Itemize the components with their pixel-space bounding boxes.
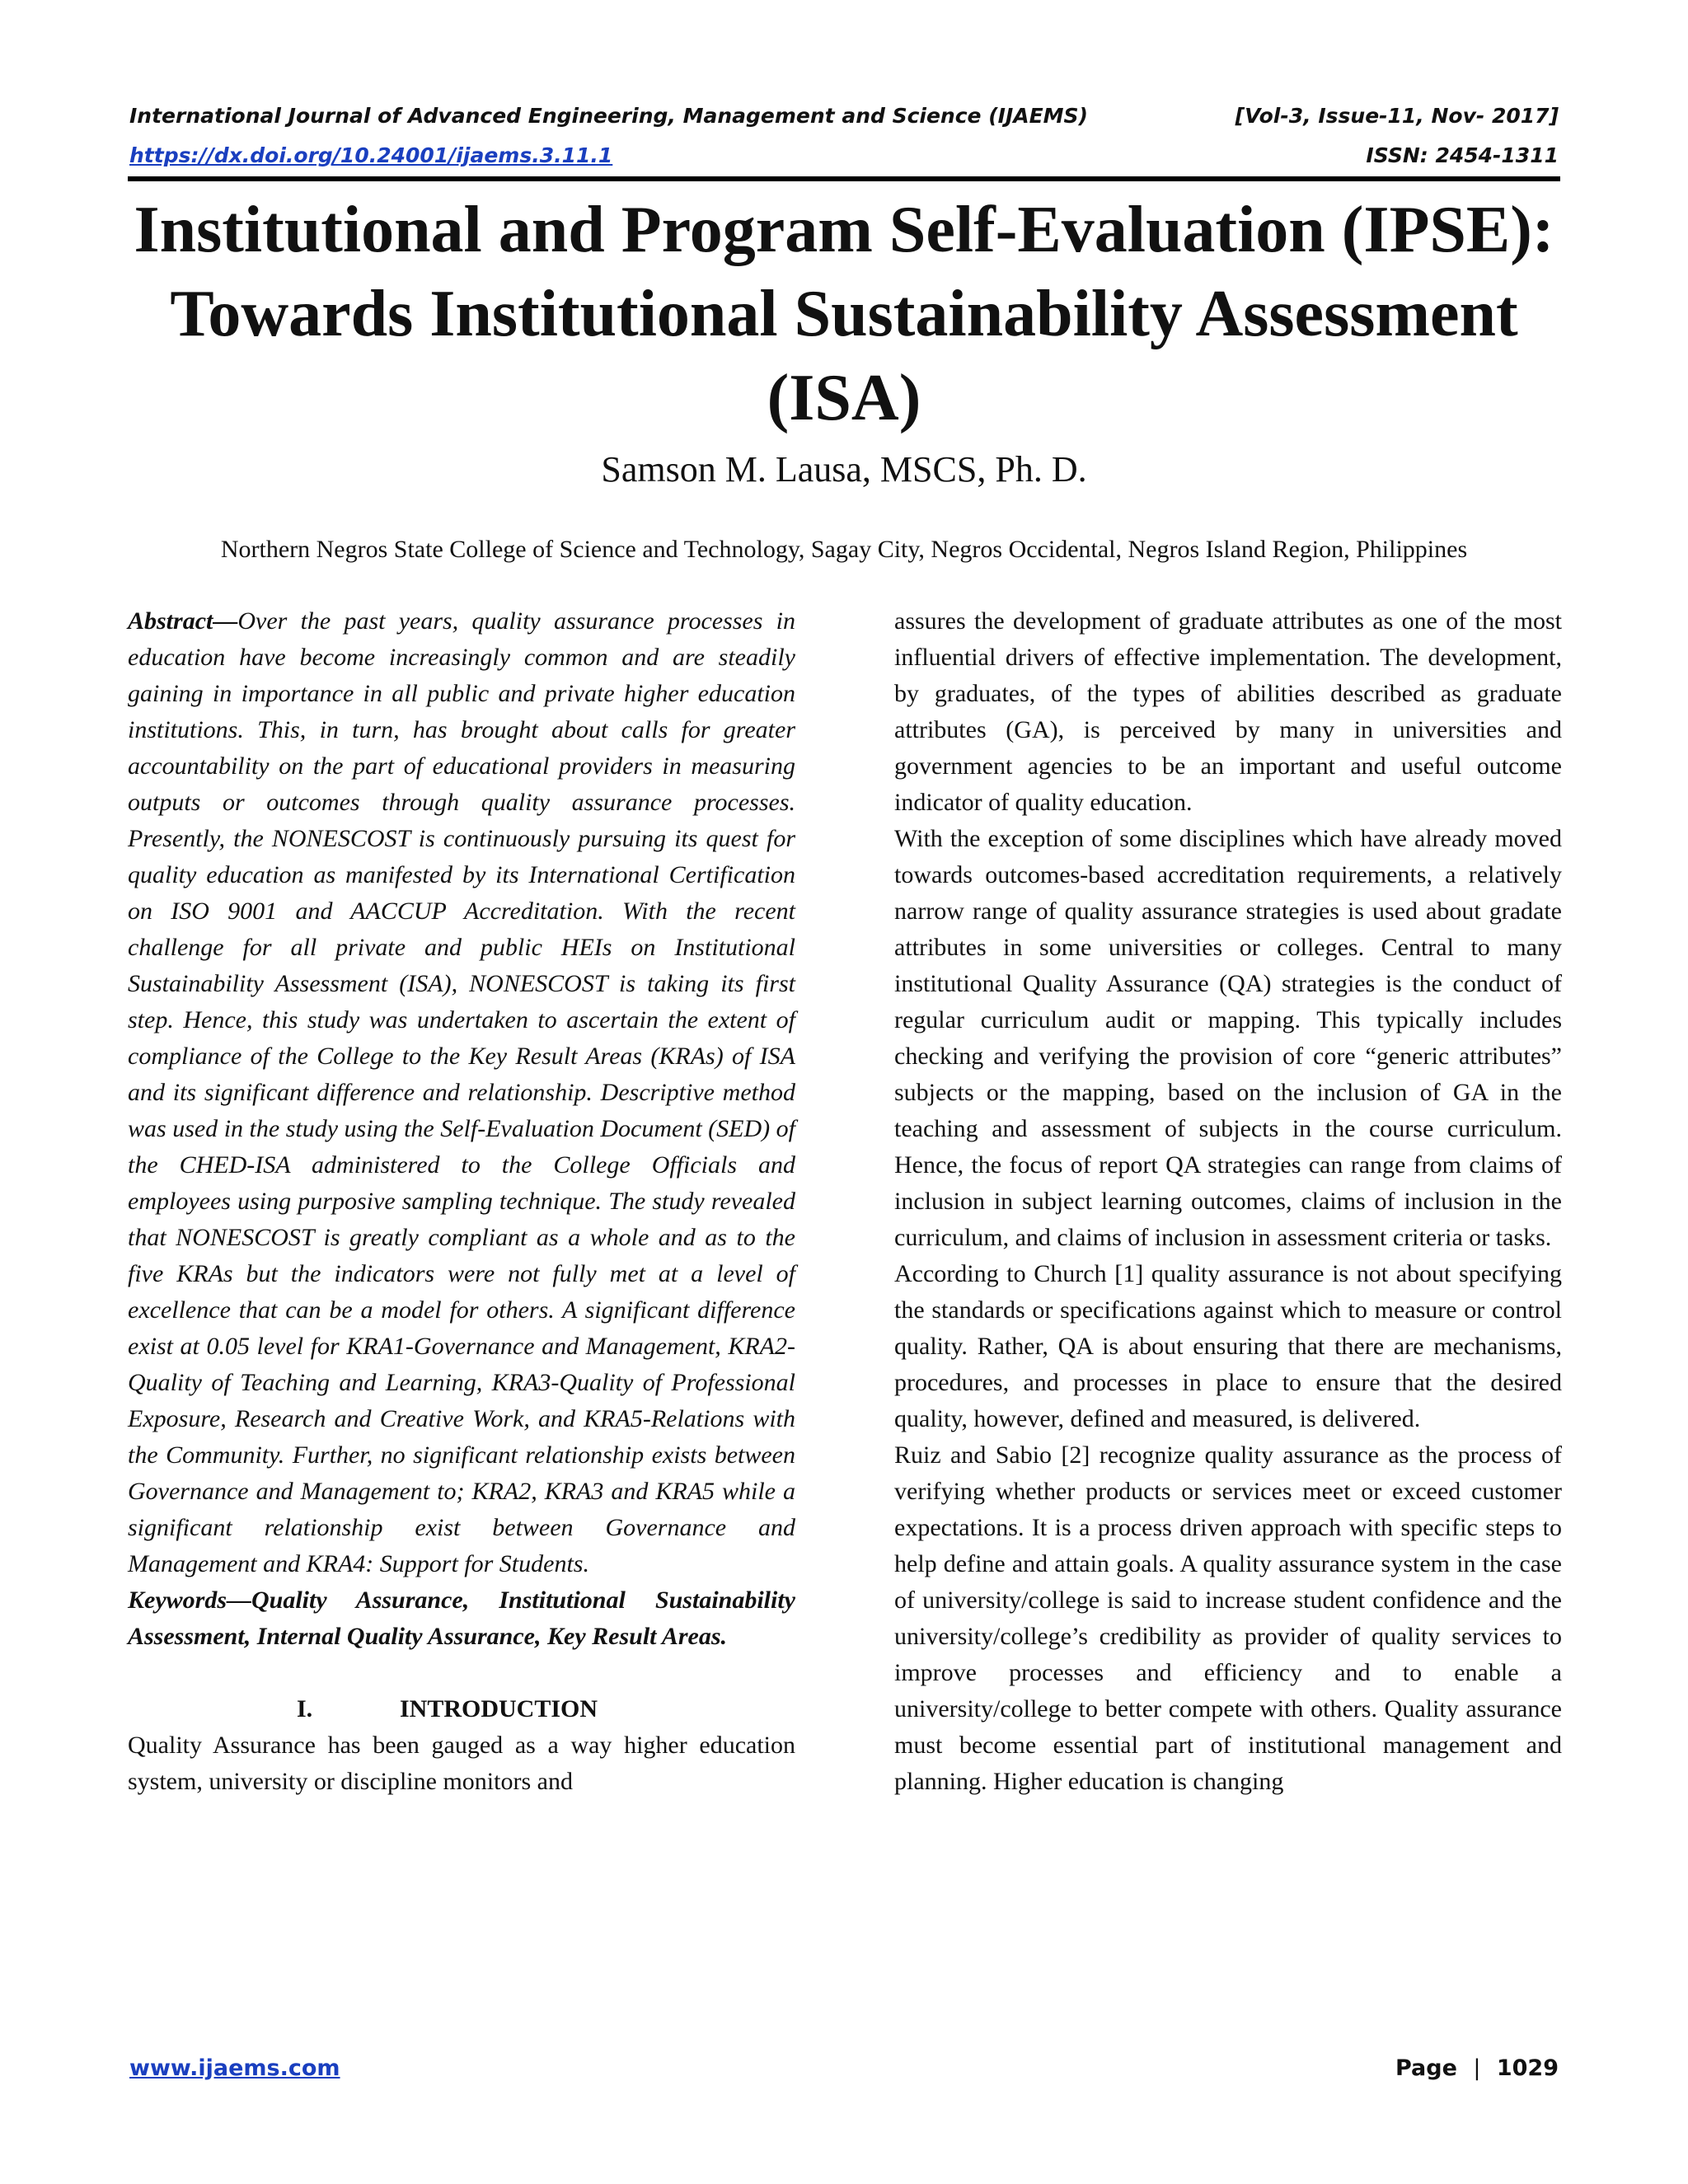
section-number: I. [297,1695,313,1722]
volume-info: [Vol-3, Issue-11, Nov- 2017] [1235,104,1559,128]
title-line: Towards Institutional Sustainability Assessment [170,278,1518,350]
right-column [894,603,1562,1800]
left-column [128,603,795,1800]
doi-link[interactable]: https://dx.doi.org/10.24001/ijaems.3.11.1 [129,143,613,167]
keywords: Keywords—Quality Assurance, Institutional Sustainability Assessment, Internal Quality Assurance, Key Result Areas. [128,1586,795,1650]
running-header [129,101,1559,132]
section-heading [128,1691,795,1727]
footer-separator: | [1473,2055,1481,2081]
section-title: INTRODUCTION [400,1695,598,1722]
title-line: (ISA) [767,362,921,434]
abstract-label: Abstract— [128,607,238,635]
body-paragraph: assures the development of graduate attributes as one of the most influential drivers of effective implementation. The development, by graduates, of the types of abilities described as graduate attributes (GA), is perceived by many in universities and government agencies to be an important and useful outcome indicator of quality education. [894,607,1562,816]
abstract [128,603,795,1582]
author-affiliation: Northern Negros State College of Science and Technology, Sagay City, Negros Occidental, Negros Island Region, Philippines [220,536,1468,563]
issn: ISSN: 2454-1311 [1366,143,1559,167]
title-line: Institutional and Program Self-Evaluation (IPSE): [134,194,1554,266]
page-label: Page [1395,2055,1457,2081]
body-paragraph: According to Church [1] quality assurance is not about specifying the standards or specifications against which to measure or control quality. Rather, QA is about ensuring that there are mechanisms, procedures, and processes in place to ensure that the desired quality, however, defined and measured, is delivered. [894,1260,1562,1432]
website-link[interactable]: www.ijaems.com [129,2055,340,2081]
body-paragraph: Ruiz and Sabio [2] recognize quality assurance as the process of verifying whether products or services meet or exceed customer expectations. It is a process driven approach with specific steps to help define and attain goals. A quality assurance system in the case of university/college is said to increase student confidence and the university/college’s credibility as provider of quality services to improve processes and efficiency and to enable a university/college to better compete with others. Quality assurance must become essential part of institutional management and planning. Higher education is changing [894,1441,1562,1795]
body-paragraph: With the exception of some disciplines which have already moved towards outcomes-based accreditation requirements, a relatively narrow range of quality assurance strategies is used about gradate attributes in some universities or colleges. Central to many institutional Quality Assurance (QA) strategies is the conduct of regular curriculum audit or mapping. This typically includes checking and verifying the provision of core “generic attributes” subjects or the mapping, based on the inclusion of GA in the teaching and assessment of subjects in the course curriculum. Hence, the focus of report QA strategies can range from claims of inclusion in subject learning outcomes, claims of inclusion in the curriculum, and claims of inclusion in assessment criteria or tasks. [894,825,1562,1251]
paper-title [99,188,1589,440]
intro-paragraph: Quality Assurance has been gauged as a way higher education system, university or discipline monitors and [128,1732,795,1795]
journal-name: International Journal of Advanced Engineering, Management and Science (IJAEMS) [129,104,1088,128]
page-number: 1029 [1496,2055,1559,2081]
running-header-second-line [129,140,1559,171]
page-footer [1395,2052,1559,2085]
abstract-text: Over the past years, quality assurance processes in education have become increasingly common and are steadily gaining in importance in all public and private higher education institutions. This, in turn, has brought about calls for greater accountability on the part of educational providers in measuring outputs or outcomes through quality assurance processes. Presently, the NONESCOST is continuously pursuing its quest for quality education as manifested by its International Certification on ISO 9001 and AACCUP Accreditation. With the recent challenge for all private and public HEIs on Institutional Sustainability Assessment (ISA), NONESCOST is taking its first step. Hence, this study was undertaken to ascertain the extent of compliance of the College to the Key Result Areas (KRAs) of ISA and its significant difference and relationship. Descriptive method was used in the study using the Self-Evaluation Document (SED) of the CHED-ISA administered to the College Officials and employees using purposive sampling technique. The study revealed that NONESCOST is greatly compliant as a whole and as to the five KRAs but the indicators were not fully met at a level of excellence that can be a model for others. A significant difference exist at 0.05 level for KRA1-Governance and Management, KRA2-Quality of Teaching and Learning, KRA3-Quality of Professional Exposure, Research and Creative Work, and KRA5-Relations with the Community. Further, no significant relationship exists between Governance and Management to; KRA2, KRA3 and KRA5 while a significant relationship exist between Governance and Management and KRA4: Support for Students. [128,607,795,1577]
header-divider [128,176,1560,181]
author-name: Samson M. Lausa, MSCS, Ph. D. [601,449,1087,490]
